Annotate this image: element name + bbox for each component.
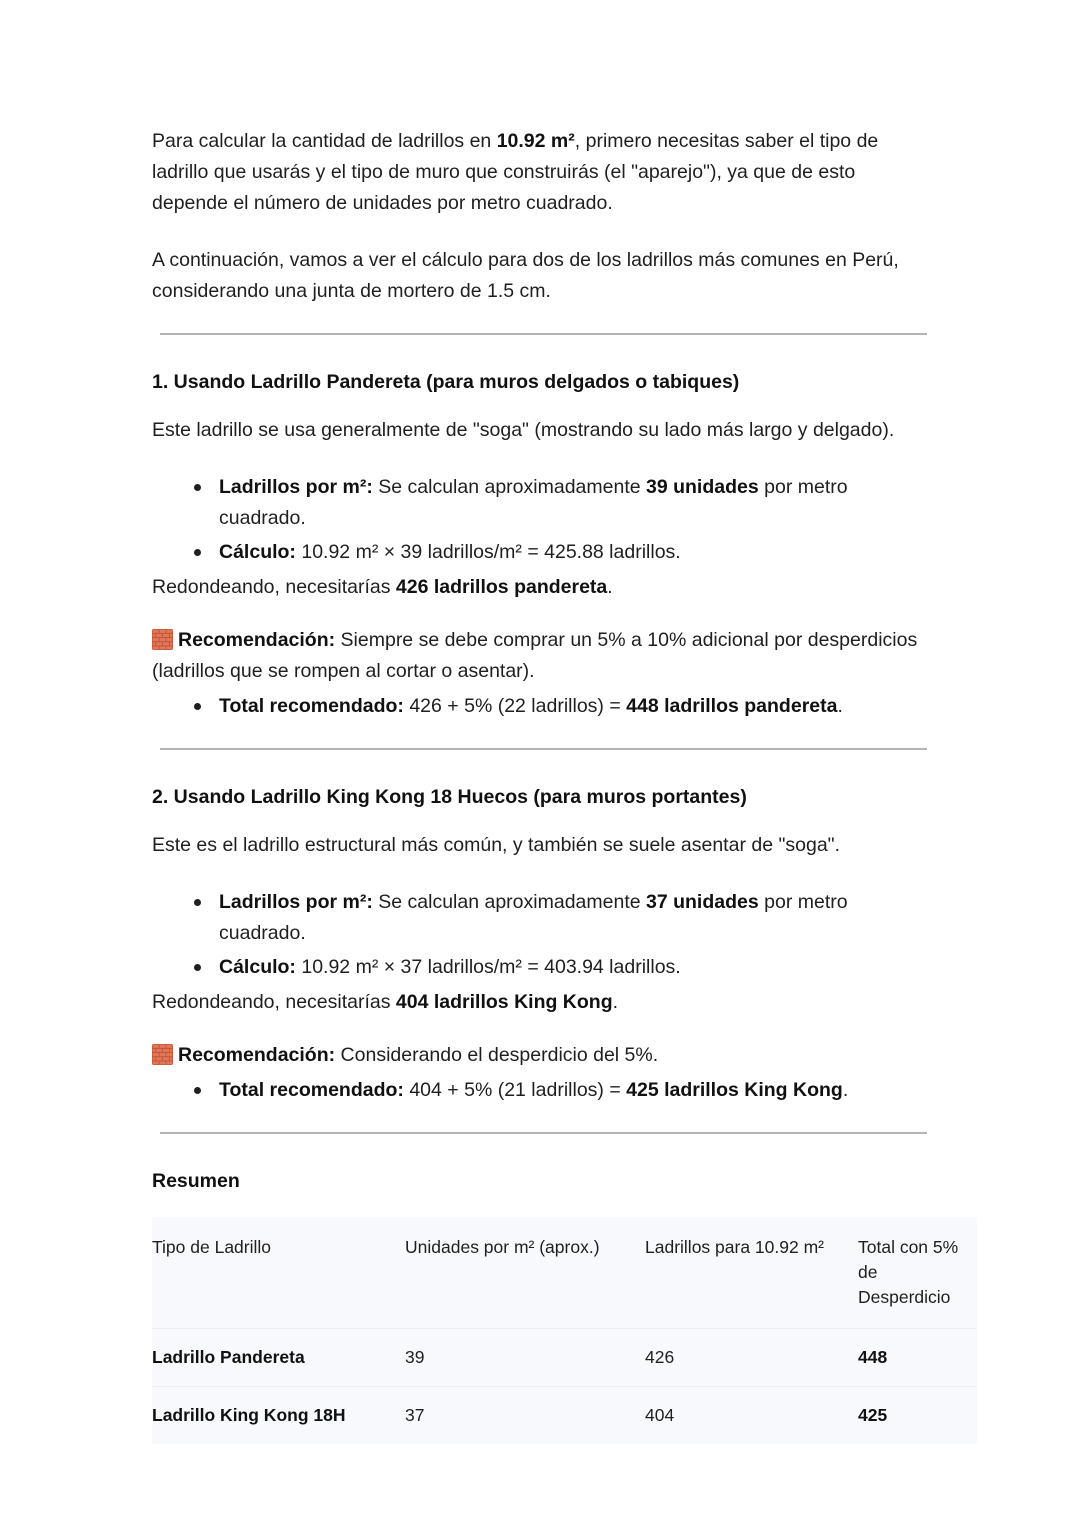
- bullet-units-text-after: por metro cuadrado.: [219, 476, 848, 529]
- bullet-total-text-before: 404 + 5% (21 ladrillos) =: [403, 1079, 627, 1101]
- summary-table-body: [152, 1329, 977, 1445]
- rounding-text-before: Redondeando, necesitarías: [152, 991, 396, 1013]
- recommendation-label: Recomendación:: [178, 629, 336, 651]
- table-row: [152, 1329, 977, 1387]
- bullet-units-label: Ladrillos por m²:: [219, 476, 373, 498]
- intro-p1-seg1: Para calcular la cantidad de ladrillos en: [152, 130, 497, 152]
- column-header-tipo: Tipo de Ladrillo: [152, 1217, 405, 1329]
- recommendation-text: Siempre se debe comprar un 5% a 10% adicional por desperdicios (ladrillos que se rompen al cortar o asentar).: [152, 629, 918, 682]
- rounding-text-after: .: [612, 991, 619, 1013]
- table-header-row: [152, 1217, 977, 1329]
- bullet-calc-label: Cálculo:: [219, 956, 296, 978]
- summary-table-head: [152, 1217, 977, 1329]
- section-1-bullet-total: [193, 691, 930, 722]
- section-2-bullet-list: [152, 887, 930, 983]
- summary-table: [152, 1217, 977, 1444]
- recommendation-label: Recomendación:: [178, 1044, 336, 1066]
- intro-paragraph-1: [152, 126, 927, 219]
- section-1-bullet-list: [152, 472, 930, 568]
- section-1-description: Este ladrillo se usa generalmente de "soga" (mostrando su lado más largo y delgado).: [152, 419, 895, 441]
- bullet-calc-text: 10.92 m² × 39 ladrillos/m² = 425.88 ladrillos.: [295, 541, 681, 563]
- bullet-total-text-before: 426 + 5% (22 ladrillos) =: [403, 695, 627, 717]
- brick-icon: [152, 1044, 173, 1065]
- bullet-units-text-before: Se calculan aproximadamente: [372, 476, 646, 498]
- summary-title: Resumen: [152, 1170, 240, 1192]
- section-1-title: 1. Usando Ladrillo Pandereta (para muros delgados o tabiques): [152, 371, 740, 393]
- intro-p1-seg2: , primero necesitas saber el tipo de ladrillo que usarás y el tipo de muro que construirás (el "aparejo"), ya que de esto depende el número de unidades por metro cuadrado.: [152, 130, 879, 214]
- section-2-bullet-calc: [193, 952, 930, 983]
- section-divider-2: [160, 748, 927, 750]
- bullet-total-text-after: .: [842, 1079, 849, 1101]
- rounding-value: 426 ladrillos pandereta: [395, 576, 608, 598]
- column-header-total: Total con 5% de Desperdicio: [858, 1217, 977, 1329]
- bullet-units-label: Ladrillos por m²:: [219, 891, 373, 913]
- rounding-text-after: .: [607, 576, 613, 598]
- bullet-units-value: 37 unidades: [646, 891, 759, 913]
- section-2-title: 2. Usando Ladrillo King Kong 18 Huecos (para muros portantes): [152, 786, 747, 808]
- table-row: [152, 1387, 977, 1445]
- cell-unidades-kingkong: 37: [405, 1405, 425, 1425]
- bullet-total-label: Total recomendado:: [219, 695, 404, 717]
- section-divider-1: [160, 333, 927, 335]
- rounding-text-before: Redondeando, necesitarías: [152, 576, 396, 598]
- cell-unidades-pandereta: 39: [405, 1329, 645, 1387]
- section-2-description: Este es el ladrillo estructural más común, y también se suele asentar de "soga".: [152, 834, 841, 856]
- bullet-total-value: 448 ladrillos pandereta: [626, 695, 838, 717]
- section-divider-3: [160, 1132, 927, 1134]
- cell-ladrillos-kingkong: 404: [645, 1405, 675, 1425]
- cell-total-pandereta: 448: [858, 1329, 977, 1387]
- bullet-units-text-after: por metro cuadrado.: [219, 891, 848, 944]
- recommendation-text: Considerando el desperdicio del 5%.: [335, 1044, 659, 1066]
- bullet-calc-text: 10.92 m² × 37 ladrillos/m² = 403.94 ladrillos.: [295, 956, 681, 978]
- section-2-rounding: [152, 987, 927, 1018]
- brick-icon: [152, 629, 173, 650]
- section-2-total-list: [152, 1075, 930, 1106]
- row-label-kingkong: Ladrillo King Kong 18H: [152, 1405, 346, 1425]
- section-2-recommendation: [152, 1040, 930, 1071]
- column-header-unidades: Unidades por m² (aprox.): [405, 1217, 645, 1329]
- section-1-bullet-units: [193, 472, 930, 534]
- column-header-ladrillos: Ladrillos para 10.92 m²: [645, 1217, 858, 1329]
- bullet-total-text-after: .: [837, 695, 843, 717]
- rounding-value: 404 ladrillos King Kong: [395, 991, 613, 1013]
- bullet-total-value: 425 ladrillos King Kong: [626, 1079, 843, 1101]
- row-label-pandereta: Ladrillo Pandereta: [152, 1329, 405, 1387]
- cell-ladrillos-pandereta: 426: [645, 1329, 858, 1387]
- bullet-calc-label: Cálculo:: [219, 541, 296, 563]
- bullet-total-label: Total recomendado:: [219, 1079, 404, 1101]
- bullet-units-value: 39 unidades: [646, 476, 759, 498]
- section-1-total-list: [152, 691, 930, 722]
- intro-paragraph-2: A continuación, vamos a ver el cálculo para dos de los ladrillos más comunes en Perú, considerando una junta de mortero de 1.5 cm.: [152, 249, 899, 302]
- intro-p1-bold-area: 10.92 m²: [496, 130, 575, 152]
- bullet-units-text-before: Se calculan aproximadamente: [372, 891, 646, 913]
- cell-total-kingkong: 425: [858, 1405, 888, 1425]
- section-2-bullet-units: [193, 887, 930, 949]
- section-1-rounding: [152, 572, 927, 603]
- summary-table-wrapper: [152, 1217, 977, 1444]
- section-1-recommendation: [152, 625, 930, 687]
- section-2-bullet-total: [193, 1075, 930, 1106]
- section-1-bullet-calc: [193, 537, 930, 568]
